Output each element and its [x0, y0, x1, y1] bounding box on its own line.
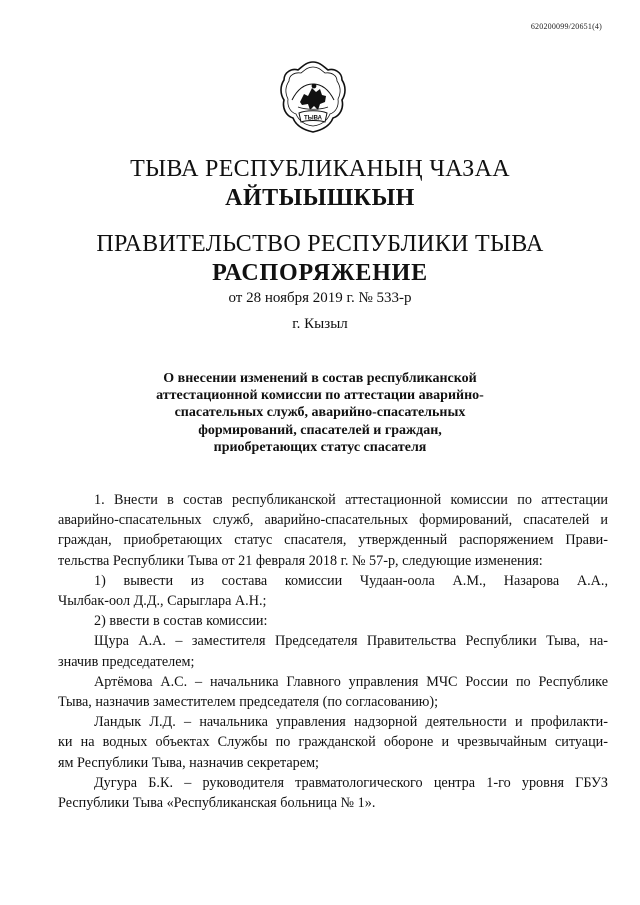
paragraph-1-line: аварийно-спасательных служб, аварийно-спасательных формирований, спасателей и — [58, 512, 608, 529]
member-3-line: ям Республики Тыва, назначив секретарем; — [58, 754, 319, 771]
header-order-tyva: АЙТЫЫШКЫН — [225, 185, 415, 211]
member-4-line: Республики Тыва «Республиканская больница № 1». — [58, 795, 376, 812]
header-order-russian: РАСПОРЯЖЕНИЕ — [212, 260, 428, 286]
title-line: аттестационной комиссии по аттестации аварийно- — [156, 388, 484, 404]
document-title — [150, 370, 490, 456]
document-registration-number: 620200099/20651(4) — [530, 22, 602, 31]
emblem-inscription: ТЫВА — [304, 115, 322, 122]
header-government-tyva: ТЫВА РЕСПУБЛИКАНЫҢ ЧАЗАА — [130, 156, 510, 182]
item-1-line: Чылбак-оол Д.Д., Сарыглара А.Н.; — [58, 593, 267, 610]
header-government-russian: ПРАВИТЕЛЬСТВО РЕСПУБЛИКИ ТЫВА — [96, 231, 544, 257]
member-3-line: Ландык Л.Д. – начальника управления надзорной деятельности и профилакти- — [94, 714, 608, 731]
title-line: формирований, спасателей и граждан, — [198, 422, 442, 438]
item-2: 2) ввести в состав комиссии: — [94, 613, 268, 630]
paragraph-1-line: граждан, приобретающих статус спасателя, утвержденный распоряжением Прави- — [58, 532, 608, 549]
document-date-number: от 28 ноября 2019 г. № 533-р — [228, 290, 412, 306]
member-3-line: ки на водных объектах Службы по гражданской обороне и чрезвычайным ситуаци- — [58, 734, 608, 751]
member-2-line: Артёмова А.С. – начальника Главного управления МЧС России по Республике — [94, 673, 608, 690]
member-1-line: Щура А.А. – заместителя Председателя Правительства Республики Тыва, на- — [94, 633, 608, 650]
member-1-line: значив председателем; — [58, 653, 195, 670]
title-line: приобретающих статус спасателя — [213, 439, 427, 455]
paragraph-1-line: тельства Республики Тыва от 21 февраля 2018 г. № 57-р, следующие изменения: — [58, 552, 543, 569]
title-line: спасательных служб, аварийно-спасательных — [174, 405, 466, 421]
document-city: г. Кызыл — [292, 316, 348, 332]
document-header — [0, 154, 640, 287]
document-body — [58, 490, 608, 813]
coat-of-arms-tyva-icon — [278, 58, 348, 142]
member-4-line: Дугура Б.К. – руководителя травматологического центра 1-го уровня ГБУЗ — [94, 774, 608, 791]
member-2-line: Тыва, назначив заместителем председателя (по согласованию); — [58, 694, 439, 711]
title-line: О внесении изменений в состав республиканской — [163, 371, 477, 386]
paragraph-1-line: 1. Внести в состав республиканской аттестационной комиссии по аттестации — [94, 492, 608, 508]
item-1-line: 1) вывести из состава комиссии Чудаан-оола А.М., Назарова А.А., — [94, 572, 608, 589]
